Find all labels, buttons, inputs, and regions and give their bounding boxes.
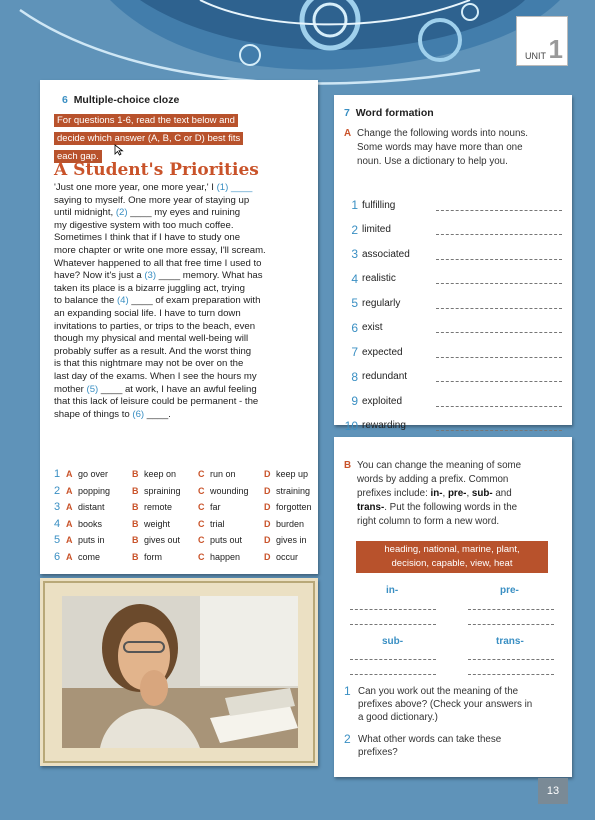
answer-line[interactable] <box>436 322 562 333</box>
option-choice-c[interactable] <box>198 519 264 529</box>
option-text: spraining <box>144 485 181 496</box>
story-line <box>54 396 304 409</box>
option-letter: B <box>132 551 139 562</box>
option-letter: B <box>132 469 139 480</box>
word-number: 5 <box>351 296 358 311</box>
story-line <box>54 308 304 321</box>
option-row <box>54 532 330 549</box>
q1-line: Can you work out the meaning of the <box>358 686 519 697</box>
option-row <box>54 466 330 483</box>
story-fragment: though my physical and mental well-being will <box>54 333 249 345</box>
prefix-heading-trans: trans- <box>496 636 524 647</box>
story-line <box>54 321 304 334</box>
unit-number: 1 <box>548 34 563 64</box>
option-choice-d[interactable] <box>264 519 330 529</box>
story-fragment: saying to myself. One more year of staying up <box>54 194 250 206</box>
part-b-fragment: , <box>442 488 448 499</box>
word-box-line: decision, capable, view, heat <box>391 558 513 569</box>
story-fragment: that this lack of leisure could be permanent - the <box>54 396 259 408</box>
prefix-heading-sub: sub- <box>382 636 404 647</box>
word-number: 7 <box>351 345 358 360</box>
option-choice-c[interactable] <box>198 469 264 479</box>
part-a-line: noun. Use a dictionary to help you. <box>357 156 508 167</box>
option-row <box>54 483 330 500</box>
word-text: exist <box>362 322 383 334</box>
story-fragment: invitations to parties, or trips to the beach, even <box>54 320 256 332</box>
option-choice-b[interactable] <box>132 486 198 496</box>
part-b-line <box>357 487 568 501</box>
options-grid <box>54 466 330 565</box>
word-text: fulfilling <box>362 199 396 211</box>
option-letter: C <box>198 485 205 496</box>
option-choice-a[interactable] <box>66 486 132 496</box>
option-choice-a[interactable] <box>66 552 132 562</box>
word-number: 4 <box>351 271 358 286</box>
q2-line: prefixes? <box>358 747 398 758</box>
option-text: burden <box>276 518 305 529</box>
gap-blank: ____ <box>228 182 253 193</box>
option-question-number: 5 <box>54 534 61 547</box>
instruction-line: decide which answer (A, B, C or D) best fits <box>54 132 243 145</box>
word-formation-panel <box>334 95 572 433</box>
q1-number: 1 <box>344 684 351 698</box>
story-fragment: my digestive system with too much coffee. <box>54 219 234 231</box>
instruction-line: For questions 1-6, read the text below and <box>54 114 238 127</box>
option-question-number: 2 <box>54 484 61 497</box>
option-letter: B <box>132 518 139 529</box>
option-letter: B <box>132 535 139 546</box>
story-line <box>54 346 304 359</box>
option-choice-a[interactable] <box>66 469 132 479</box>
option-text: forgotten <box>276 502 312 513</box>
story-line <box>54 358 304 371</box>
prefix-term: sub- <box>471 488 493 499</box>
page-number: 13 <box>538 778 568 804</box>
part-b-fragment: , <box>466 488 472 499</box>
word-number: 6 <box>351 320 358 335</box>
option-letter: D <box>264 551 271 562</box>
word-number: 2 <box>351 222 358 237</box>
cloze-section-number: 6 <box>62 94 68 106</box>
story-line <box>54 195 304 208</box>
q1-line: a good dictionary.) <box>358 712 438 723</box>
gap-number: (1) <box>216 182 229 193</box>
story-line <box>54 295 304 308</box>
answer-line[interactable] <box>436 347 562 358</box>
option-choice-c[interactable] <box>198 486 264 496</box>
gap-number: (2) <box>115 207 128 219</box>
word-row <box>342 242 562 267</box>
photo-frame <box>40 578 318 766</box>
answer-line[interactable] <box>436 396 562 407</box>
word-number: 9 <box>351 394 358 409</box>
story-line <box>54 384 304 397</box>
option-text: remote <box>144 502 173 513</box>
word-box <box>356 541 548 573</box>
cloze-heading <box>62 94 179 106</box>
story-title: A Student's Priorities <box>54 160 259 180</box>
option-text: happen <box>210 551 241 562</box>
answer-line[interactable] <box>436 224 562 235</box>
part-b-line <box>357 501 568 515</box>
answer-line[interactable] <box>468 659 554 660</box>
option-letter: D <box>264 535 271 546</box>
option-choice-c[interactable] <box>198 552 264 562</box>
option-letter: D <box>264 518 271 529</box>
option-choice-b[interactable] <box>132 469 198 479</box>
q1-line: prefixes above? (Check your answers in <box>358 699 533 710</box>
option-letter: A <box>66 551 73 562</box>
word-row <box>342 316 562 341</box>
prefix-question-2 <box>344 733 568 759</box>
option-row <box>54 549 330 566</box>
story-fragment: is that this nightmare may not be over on the <box>54 358 244 370</box>
story-line <box>54 232 304 245</box>
option-choice-b[interactable] <box>132 552 198 562</box>
answer-line[interactable] <box>436 273 562 284</box>
story-fragment: shape of things to <box>54 408 133 420</box>
word-row <box>342 291 562 316</box>
option-choice-d[interactable] <box>264 535 330 545</box>
story-fragment: to balance the <box>54 295 117 307</box>
part-a-letter: A <box>344 128 352 139</box>
option-choice-a[interactable] <box>66 519 132 529</box>
word-row <box>342 340 562 365</box>
story-fragment: last day of the exams. When I see the hours my <box>54 370 257 382</box>
part-b-line <box>357 515 568 529</box>
part-a-line: Change the following words into nouns. <box>357 128 529 139</box>
part-b-fragment: prefixes include: <box>357 488 431 499</box>
story-fragment: taken its place is a bizarre juggling act, trying <box>54 282 245 294</box>
q2-number: 2 <box>344 732 351 746</box>
word-row <box>342 414 562 439</box>
option-choice-d[interactable] <box>264 502 330 512</box>
option-text: gives in <box>276 535 307 546</box>
story-fragment: until midnight, <box>54 207 116 219</box>
word-number: 8 <box>351 369 358 384</box>
option-text: keep up <box>276 469 309 480</box>
story-fragment: Whatever happened to all that free time I used to <box>54 257 262 269</box>
word-text: realistic <box>362 273 396 285</box>
story-line <box>54 283 304 296</box>
part-b-fragment: . Put the following words in the <box>384 502 518 513</box>
option-text: keep on <box>144 469 177 480</box>
gap-number: (5) <box>86 383 99 395</box>
option-letter: A <box>66 535 73 546</box>
prefix-term: in- <box>430 488 443 499</box>
word-row <box>342 218 562 243</box>
story-fragment: mother <box>54 383 87 395</box>
option-text: go over <box>78 469 109 480</box>
option-text: far <box>210 502 221 513</box>
option-choice-b[interactable] <box>132 519 198 529</box>
story-line <box>54 371 304 384</box>
story-fragment: Sometimes I think that if I have to study one <box>54 232 241 244</box>
part-b-instruction <box>344 459 568 529</box>
option-choice-b[interactable] <box>132 502 198 512</box>
gap-number: (4) <box>116 295 129 307</box>
word-row <box>342 193 562 218</box>
option-text: wounding <box>210 485 249 496</box>
answer-line[interactable] <box>436 249 562 260</box>
unit-tab <box>516 16 568 66</box>
word-box-line: heading, national, marine, plant, <box>384 544 520 555</box>
option-text: gives out <box>144 535 181 546</box>
answer-line[interactable] <box>436 371 562 382</box>
option-question-number: 3 <box>54 501 61 514</box>
option-choice-a[interactable] <box>66 535 132 545</box>
word-text: redundant <box>362 371 408 383</box>
word-text: regularly <box>362 297 401 309</box>
option-question-number: 6 <box>54 550 61 563</box>
decorative-swirl-header <box>0 0 595 90</box>
option-letter: A <box>66 502 73 513</box>
part-a-line: Some words may have more than one <box>357 142 523 153</box>
word-formation-heading <box>344 107 434 119</box>
option-letter: D <box>264 469 271 480</box>
q2-line: What other words can take these <box>358 734 502 745</box>
story-fragment: an expanding social life. I have to turn down <box>54 307 241 319</box>
option-choice-a[interactable] <box>66 502 132 512</box>
option-text: puts in <box>78 535 105 546</box>
part-a-instruction <box>344 127 568 169</box>
story-line <box>54 409 304 422</box>
option-text: distant <box>78 502 105 513</box>
answer-line[interactable] <box>436 420 562 431</box>
prefix-heading-in: in- <box>386 585 399 596</box>
story-fragment: 'Just one more year, one more year,' I <box>54 182 217 193</box>
cloze-panel <box>40 80 318 574</box>
prefix-heading-pre: pre- <box>500 585 519 596</box>
option-letter: C <box>198 518 205 529</box>
option-letter: C <box>198 469 205 480</box>
part-b-line <box>357 459 568 473</box>
story-fragment: ____ my eyes and ruining <box>127 207 241 219</box>
word-text: expected <box>362 346 403 358</box>
word-number: 10 <box>344 418 358 433</box>
option-choice-d[interactable] <box>264 486 330 496</box>
option-choice-c[interactable] <box>198 535 264 545</box>
part-b-letter: B <box>344 460 352 471</box>
option-question-number: 4 <box>54 517 61 530</box>
option-letter: A <box>66 469 73 480</box>
instruction-line: each gap. <box>54 150 102 163</box>
option-choice-c[interactable] <box>198 502 264 512</box>
option-letter: A <box>66 485 73 496</box>
option-row <box>54 499 330 516</box>
option-text: books <box>78 518 103 529</box>
option-text: puts out <box>210 535 243 546</box>
word-row <box>342 267 562 292</box>
prefix-term: trans- <box>357 502 385 513</box>
word-text: exploited <box>362 395 403 407</box>
word-text: associated <box>362 248 410 260</box>
story-fragment: ____ at work, I have an awful feeling <box>98 383 257 395</box>
wf-section-title: Word formation <box>355 107 434 119</box>
student-studying-photo <box>40 578 318 766</box>
story-line <box>54 333 304 346</box>
prefixes-panel <box>334 437 572 777</box>
answer-line[interactable] <box>468 609 554 610</box>
option-choice-d[interactable] <box>264 552 330 562</box>
option-text: form <box>144 551 162 562</box>
word-list <box>342 193 562 438</box>
story-fragment: ____ of exam preparation with <box>128 295 261 307</box>
story-fragment: have? Now it's just a <box>54 270 145 282</box>
story-fragment: ____ memory. What has <box>156 270 263 282</box>
part-b-fragment: right column to form a new word. <box>357 516 500 527</box>
answer-line[interactable] <box>350 624 436 625</box>
story-line <box>54 182 304 195</box>
option-text: weight <box>144 518 171 529</box>
answer-line[interactable] <box>468 624 554 625</box>
answer-line[interactable] <box>436 200 562 211</box>
mouse-cursor-icon <box>114 144 124 156</box>
answer-line[interactable] <box>468 674 554 675</box>
prefix-term: pre- <box>447 488 467 499</box>
option-text: popping <box>78 485 111 496</box>
part-b-line <box>357 473 568 487</box>
option-letter: B <box>132 502 139 513</box>
answer-line[interactable] <box>350 609 436 610</box>
answer-line[interactable] <box>350 674 436 675</box>
story-fragment: probably suffer as a result. And the worst thing <box>54 345 252 357</box>
story-line <box>54 270 304 283</box>
story-line <box>54 258 304 271</box>
option-text: come <box>78 551 101 562</box>
wf-section-number: 7 <box>344 107 350 119</box>
word-number: 1 <box>351 198 358 213</box>
option-letter: A <box>66 518 73 529</box>
word-text: rewarding <box>362 420 406 432</box>
story-line <box>54 245 304 258</box>
answer-line[interactable] <box>350 659 436 660</box>
answer-line[interactable] <box>436 298 562 309</box>
option-choice-d[interactable] <box>264 469 330 479</box>
option-letter: D <box>264 485 271 496</box>
option-letter: C <box>198 535 205 546</box>
word-row <box>342 389 562 414</box>
story-line <box>54 220 304 233</box>
option-letter: D <box>264 502 271 513</box>
word-text: limited <box>362 224 391 236</box>
story-text <box>54 182 304 421</box>
word-row <box>342 365 562 390</box>
story-fragment: ____. <box>144 408 171 420</box>
story-line <box>54 207 304 220</box>
option-letter: B <box>132 485 139 496</box>
option-row <box>54 516 330 533</box>
option-text: run on <box>210 469 236 480</box>
option-letter: C <box>198 502 205 513</box>
part-b-fragment: words by adding a prefix. Common <box>357 474 509 485</box>
part-b-fragment: and <box>492 488 512 499</box>
option-choice-b[interactable] <box>132 535 198 545</box>
option-letter: C <box>198 551 205 562</box>
part-b-fragment: You can change the meaning of some <box>357 460 522 471</box>
cloze-section-title: Multiple-choice cloze <box>73 94 180 106</box>
gap-number: (6) <box>132 408 145 420</box>
prefix-question-1 <box>344 685 568 724</box>
unit-label: UNIT <box>525 51 546 61</box>
word-number: 3 <box>351 247 358 262</box>
option-text: trial <box>210 518 225 529</box>
option-text: occur <box>276 551 299 562</box>
story-fragment: more chapter or write one more essay, I'll scream. <box>54 244 266 256</box>
gap-number: (3) <box>144 270 157 282</box>
option-question-number: 1 <box>54 468 61 481</box>
option-text: straining <box>276 485 311 496</box>
